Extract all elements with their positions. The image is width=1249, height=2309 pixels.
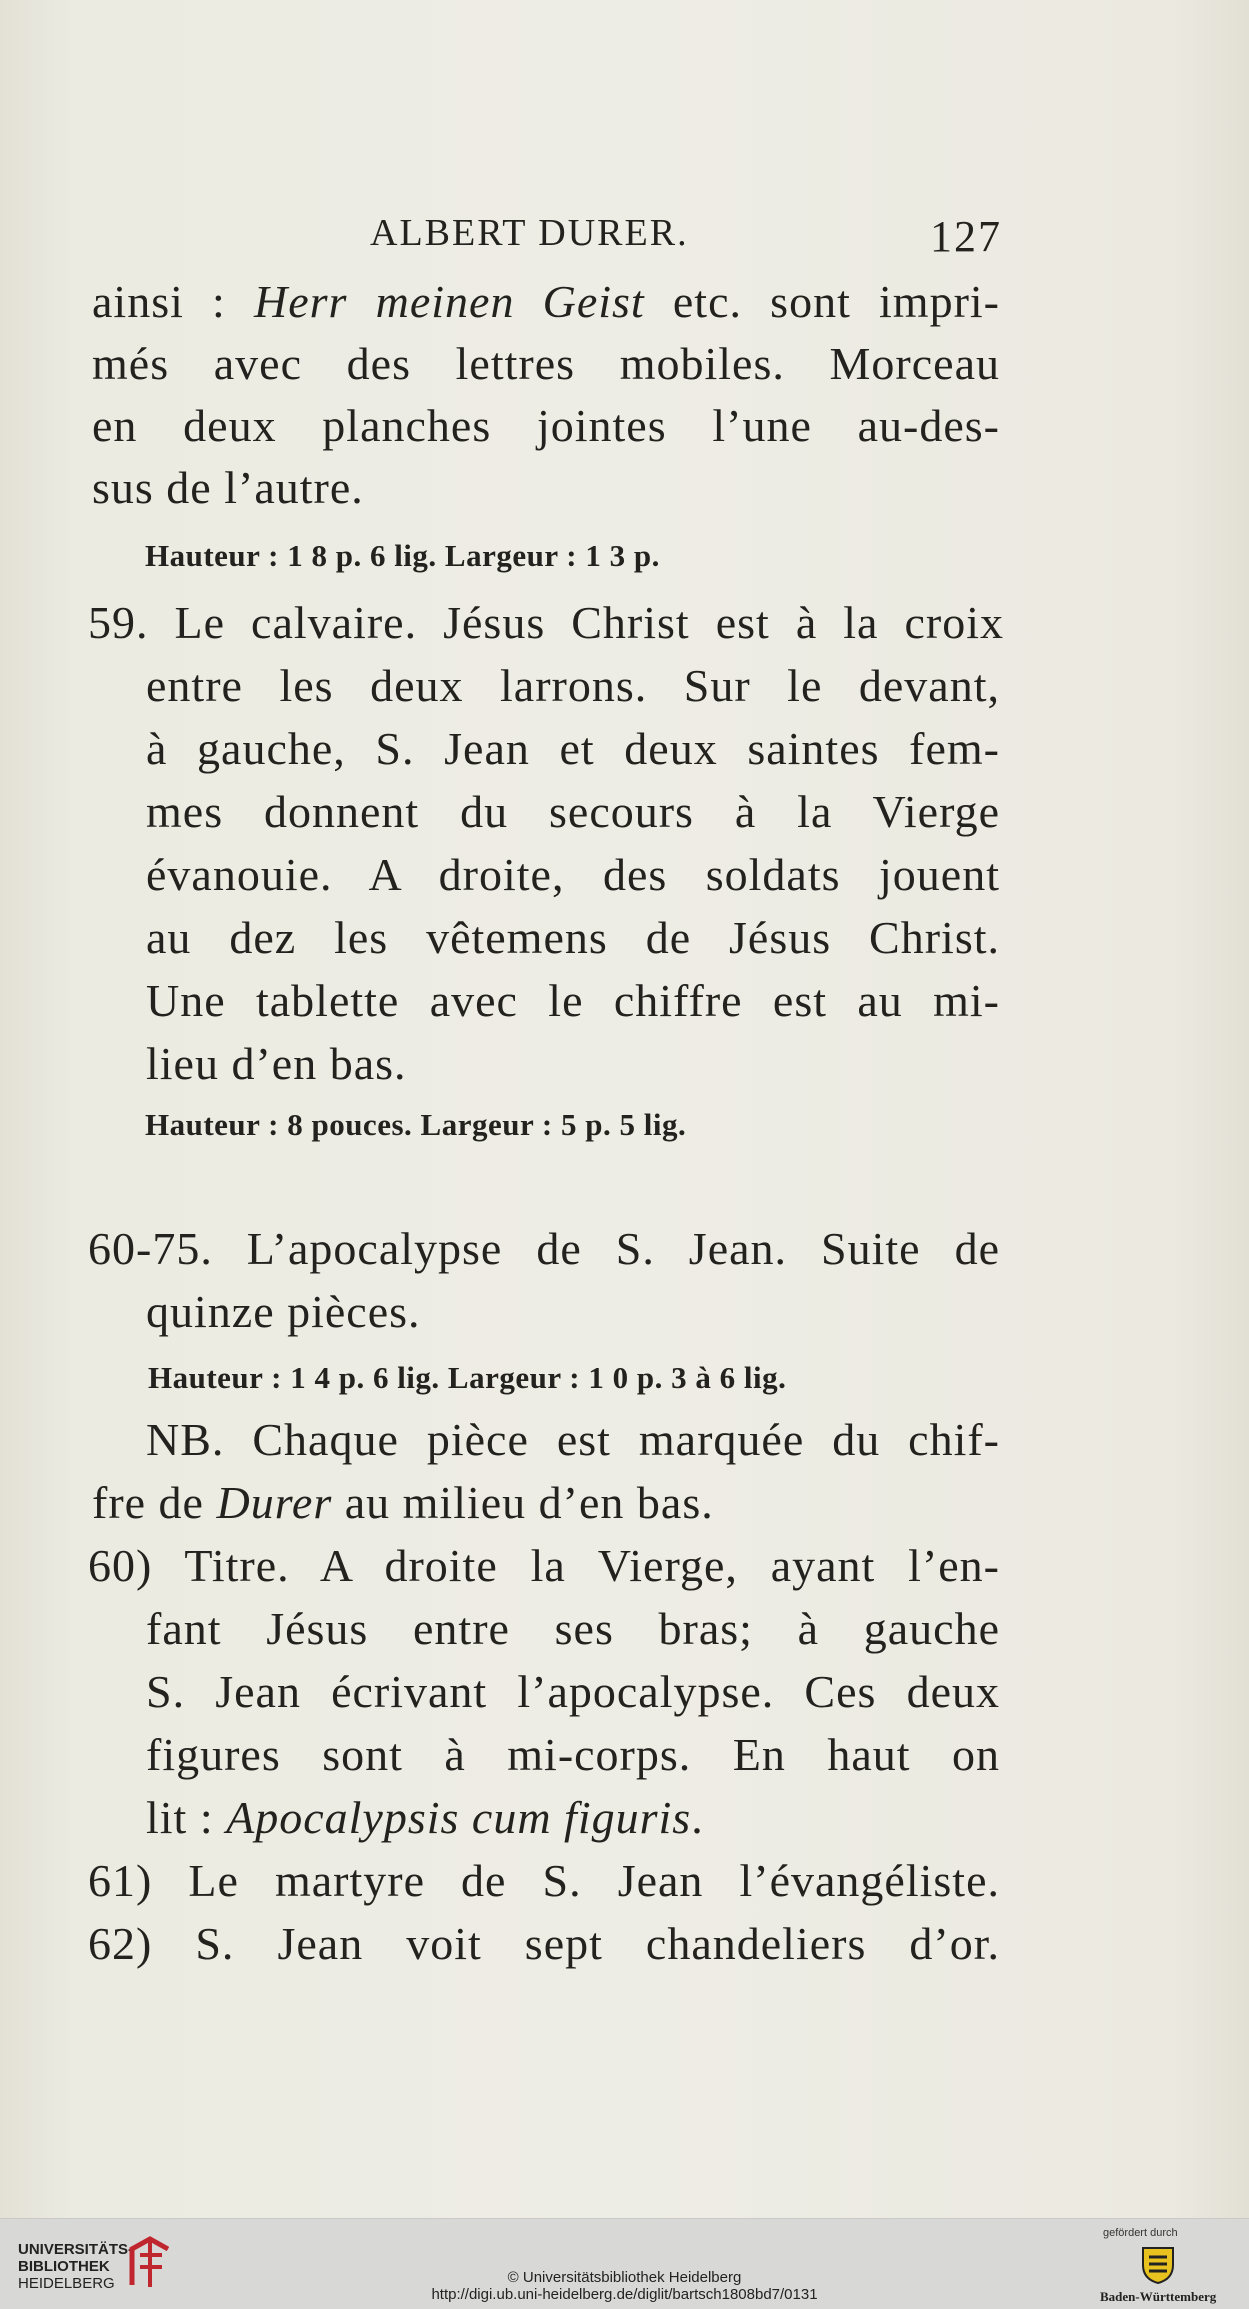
text-line: Une tablette avec le chiffre est au mi-: [146, 975, 1000, 1026]
copyright-text: © Universitätsbibliothek Heidelberg: [507, 2269, 742, 2286]
text-line: figures sont à mi-corps. En haut on: [146, 1729, 1000, 1780]
text-line: mes donnent du secours à la Vierge: [146, 786, 1000, 837]
copyright-block: [0, 2269, 1249, 2303]
entry-61: 61) Le martyre de S. Jean l’évangéliste.: [88, 1855, 1000, 1906]
running-title: ALBERT DURER.: [370, 212, 689, 254]
coat-of-arms-icon[interactable]: [1140, 2245, 1176, 2285]
footer-bar: [0, 2218, 1249, 2309]
sponsor-name: Baden-Württemberg: [1100, 2289, 1217, 2304]
dimensions-58: Hauteur : 1 8 p. 6 lig. Largeur : 1 3 p.: [145, 538, 660, 573]
text-line: quinze pièces.: [146, 1286, 421, 1337]
text-line: lieu d’en bas.: [146, 1038, 407, 1089]
entry-62: 62) S. Jean voit sept chandeliers d’or.: [88, 1918, 1000, 1969]
text-line: au dez les vêtemens de Jésus Christ.: [146, 912, 1000, 963]
nb-line: NB. Chaque pièce est marquée du chif-: [146, 1414, 1000, 1465]
sponsor-label: gefördert durch: [1103, 2227, 1178, 2239]
text-line: en deux planches jointes l’une au-des-: [92, 400, 1000, 451]
page-number: 127: [930, 212, 1002, 261]
text-line: S. Jean écrivant l’apocalypse. Ces deux: [146, 1666, 1000, 1717]
page-header: [0, 205, 1249, 265]
library-logo[interactable]: UNIVERSITÄTS- BIBLIOTHEK HEIDELBERG: [18, 2241, 134, 2292]
text-line: ainsi : Herr meinen Geist etc. sont impri-: [92, 276, 1000, 327]
text-line: més avec des lettres mobiles. Morceau: [92, 338, 1000, 389]
text-line: entre les deux larrons. Sur le devant,: [146, 660, 1000, 711]
entry-60-75-heading: 60-75. L’apocalypse de S. Jean. Suite de: [88, 1223, 1000, 1274]
entry-60-heading: 60) Titre. A droite la Vierge, ayant l’en-: [88, 1540, 1000, 1591]
nb-line: fre de Durer au milieu d’en bas.: [92, 1477, 714, 1528]
text-line: sus de l’autre.: [92, 462, 364, 513]
text-line: fant Jésus entre ses bras; à gauche: [146, 1603, 1000, 1654]
dimensions-59: Hauteur : 8 pouces. Largeur : 5 p. 5 lig.: [145, 1107, 687, 1142]
entry-59-heading: 59. Le calvaire. Jésus Christ est à la croix: [88, 597, 1004, 648]
source-url-link[interactable]: http://digi.ub.uni-heidelberg.de/diglit/bartsch1808bd7/0131: [431, 2286, 818, 2303]
text-line: lit : Apocalypsis cum figuris.: [146, 1792, 704, 1843]
text-line: à gauche, S. Jean et deux saintes fem-: [146, 723, 1000, 774]
dimensions-60-75: Hauteur : 1 4 p. 6 lig. Largeur : 1 0 p. 3 à 6 lig.: [148, 1360, 787, 1395]
text-line: évanouie. A droite, des soldats jouent: [146, 849, 1000, 900]
